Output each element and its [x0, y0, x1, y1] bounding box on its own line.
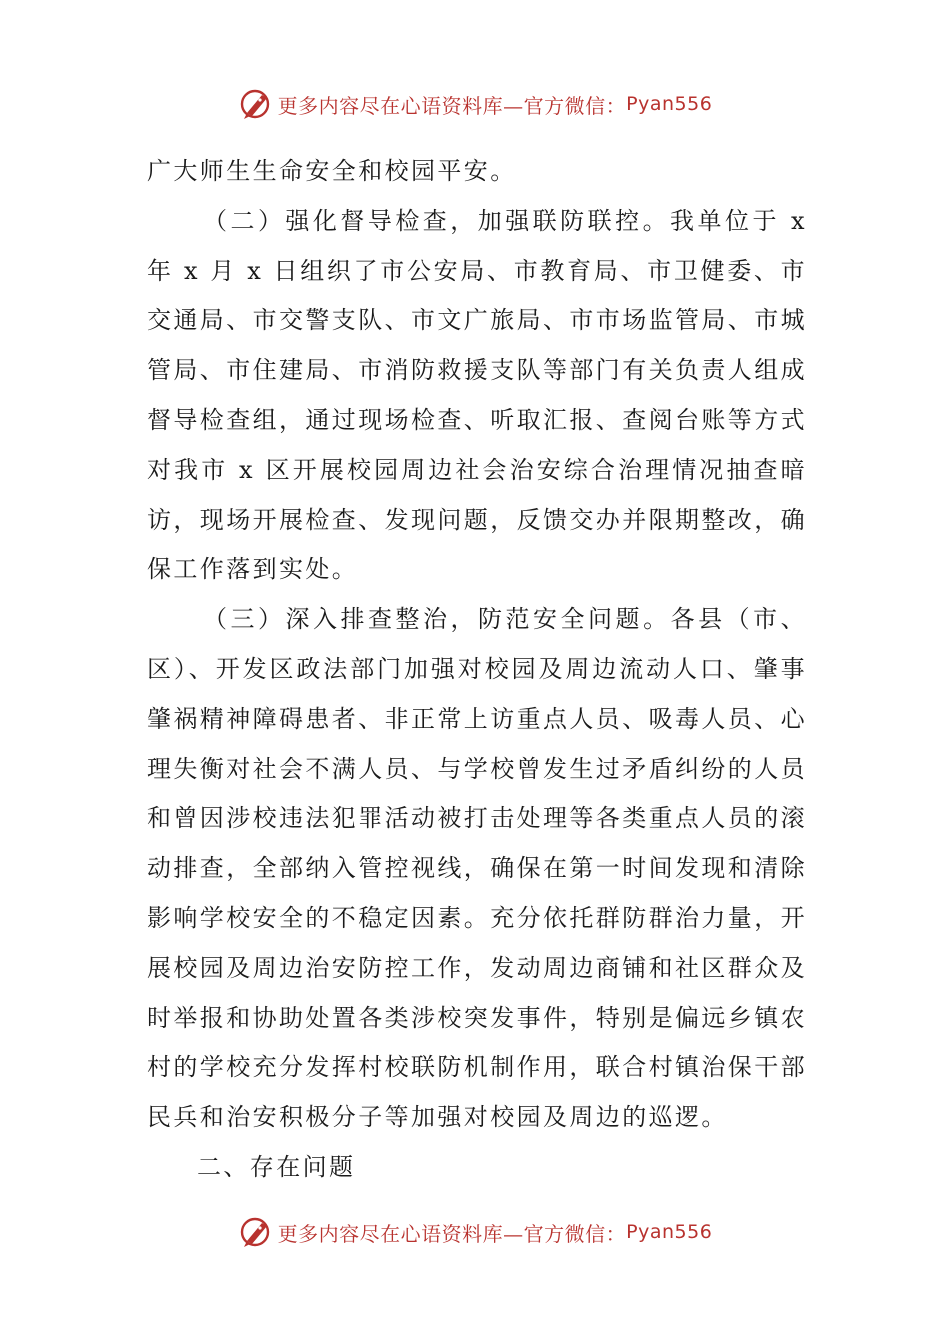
header-banner: [0, 84, 950, 124]
pen-nib-logo-icon: [238, 1214, 274, 1250]
banner-text: 更多内容尽在心语资料库—官方微信：: [277, 1221, 627, 1246]
paragraph-continuation: 广大师生生命安全和校园平安。: [147, 157, 517, 185]
banner-text: 更多内容尽在心语资料库—官方微信：: [277, 93, 627, 118]
footer-banner: [0, 1212, 950, 1252]
paragraph-supervision: （二）强化督导检查，加强联防联控。我单位于 x 年 x 月 x 日组织了市公安局、市教育局、市卫健委、市交通局、市交警支队、市文广旅局、市市场监管局、市城管局、市住建局、市消防救援支队等部门有关负责人组成督导检查组，通过现场检查、听取汇报、查阅台账等方式对我市 x 区开展校园周边社会治安综合治理情况抽查暗访，现场开展检查、发现问题，反馈交办并限期整改，确保工作落到实处。: [147, 206, 807, 584]
banner-wechat-id: Pyan556: [626, 93, 713, 115]
paragraph-investigation: （三）深入排查整治，防范安全问题。各县（市、区）、开发区政法部门加强对校园及周边流动人口、肇事肇祸精神障碍患者、非正常上访重点人员、吸毒人员、心理失衡对社会不满人员、与学校曾发生过矛盾纠纷的人员和曾因涉校违法犯罪活动被打击处理等各类重点人员的滚动排查，全部纳入管控视线，确保在第一时间发现和清除影响学校安全的不稳定因素。充分依托群防群治力量，开展校园及周边治安防控工作，发动周边商铺和社区群众及时举报和协助处置各类涉校突发事件，特别是偏远乡镇农村的学校充分发挥村校联防机制作用，联合村镇治保干部民兵和治安积极分子等加强对校园及周边的巡逻。: [147, 605, 807, 1132]
pen-nib-logo-icon: [238, 86, 274, 122]
banner-wechat-id: Pyan556: [626, 1221, 713, 1243]
section-heading-problems: 二、存在问题: [197, 1152, 356, 1181]
document-body: [147, 147, 807, 1193]
